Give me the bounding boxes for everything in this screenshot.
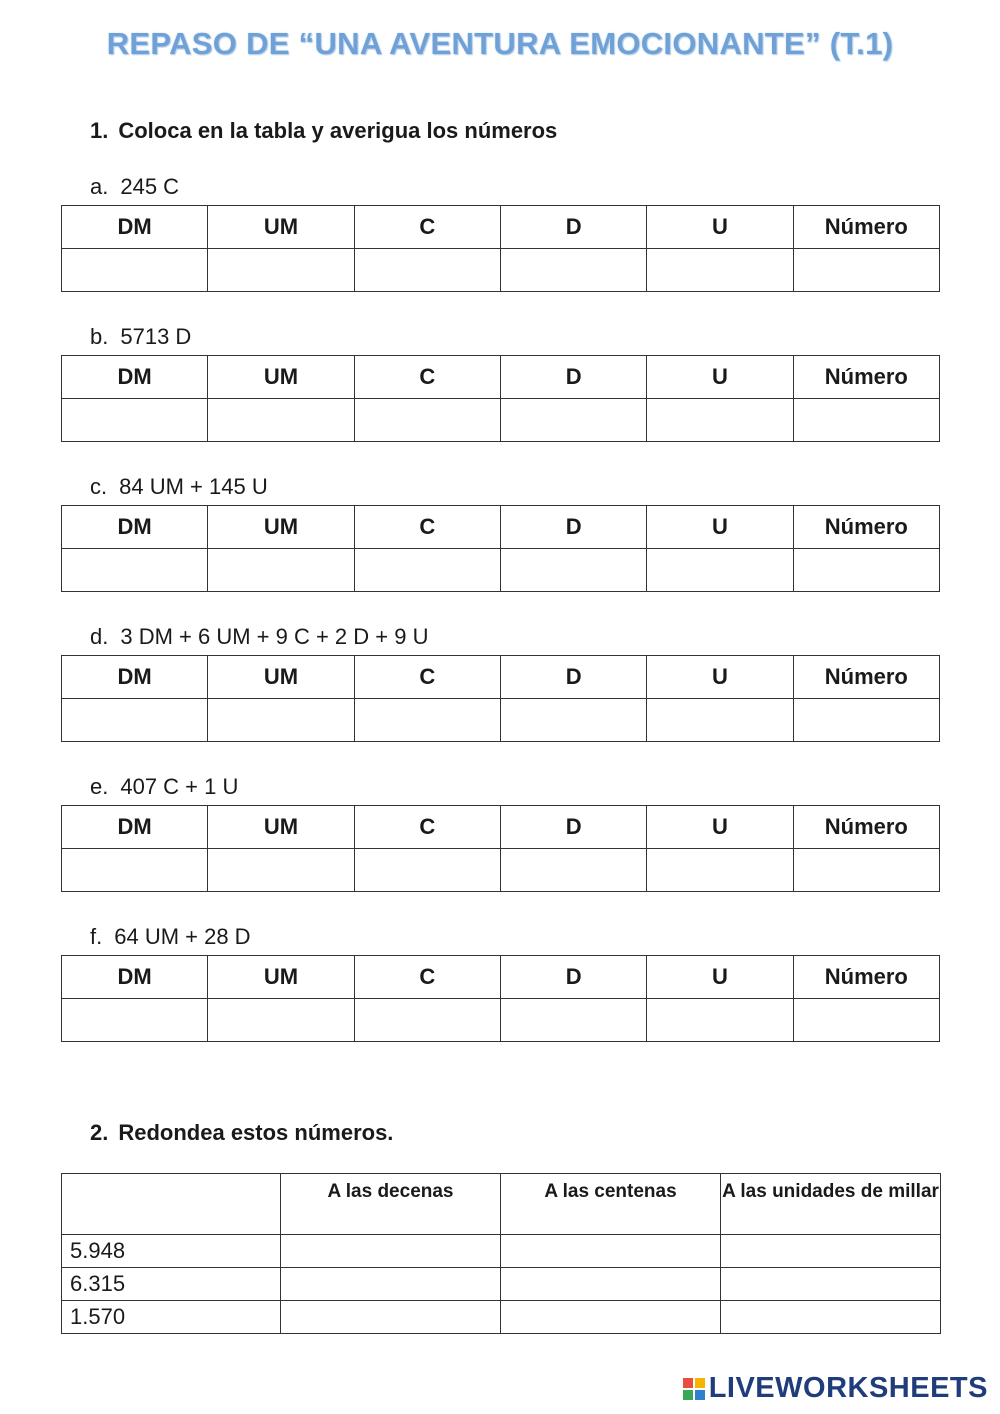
place-value-header: D [500,656,646,699]
answer-cell[interactable] [62,249,208,292]
answer-cell[interactable] [500,399,646,442]
place-value-header: C [354,506,500,549]
answer-cell[interactable] [500,999,646,1042]
answer-cell[interactable] [208,249,354,292]
answer-cell[interactable] [281,1268,501,1301]
answer-cell[interactable] [208,699,354,742]
answer-cell[interactable] [793,399,939,442]
exercise-text: 84 UM + 145 U [119,474,268,499]
place-value-header: DM [62,356,208,399]
table-row [62,999,940,1042]
place-value-header: UM [208,506,354,549]
place-value-header-row [62,506,940,549]
place-value-header-row [62,206,940,249]
answer-cell[interactable] [793,849,939,892]
place-value-header-row [62,656,940,699]
answer-cell[interactable] [721,1268,941,1301]
answer-cell[interactable] [647,699,793,742]
place-value-table [61,955,940,1042]
rounding-header-row [62,1174,941,1235]
table-row [62,399,940,442]
rounding-table [61,1173,941,1334]
place-value-header: D [500,506,646,549]
answer-cell[interactable] [500,549,646,592]
answer-cell[interactable] [208,849,354,892]
answer-cell[interactable] [62,849,208,892]
question-2 [90,1120,393,1146]
place-value-header: C [354,656,500,699]
answer-cell[interactable] [793,249,939,292]
answer-cell[interactable] [354,699,500,742]
exercise-letter: b. [90,324,109,349]
exercise-letter: c. [90,474,108,499]
exercise-label [90,624,428,650]
place-value-header: Número [793,206,939,249]
place-value-table [61,355,940,442]
place-value-header-row [62,356,940,399]
exercise-text: 64 UM + 28 D [114,924,251,949]
exercise-letter: a. [90,174,109,199]
answer-cell[interactable] [500,699,646,742]
exercise-letter: e. [90,774,109,799]
place-value-header: Número [793,956,939,999]
liveworksheets-logo-icon [683,1378,705,1400]
answer-cell[interactable] [647,399,793,442]
table-row [62,249,940,292]
place-value-header: U [647,806,793,849]
place-value-header: DM [62,956,208,999]
place-value-header: U [647,656,793,699]
place-value-header: UM [208,956,354,999]
rounding-header-thousands: A las unidades de millar [721,1174,941,1235]
place-value-header-row [62,956,940,999]
place-value-header: U [647,506,793,549]
answer-cell[interactable] [354,999,500,1042]
answer-cell[interactable] [647,549,793,592]
answer-cell[interactable] [354,849,500,892]
place-value-header: UM [208,656,354,699]
exercise-letter: f. [90,924,103,949]
place-value-header: Número [793,356,939,399]
answer-cell[interactable] [793,999,939,1042]
answer-cell[interactable] [501,1235,721,1268]
place-value-header: DM [62,656,208,699]
place-value-header: U [647,206,793,249]
answer-cell[interactable] [354,399,500,442]
answer-cell[interactable] [208,999,354,1042]
answer-cell[interactable] [501,1268,721,1301]
answer-cell[interactable] [647,249,793,292]
answer-cell[interactable] [354,549,500,592]
question-1-number: 1. [90,118,109,143]
place-value-header: C [354,956,500,999]
table-row [62,849,940,892]
rounding-number: 6.315 [62,1268,281,1301]
place-value-header: C [354,206,500,249]
table-row [62,549,940,592]
answer-cell[interactable] [281,1235,501,1268]
answer-cell[interactable] [500,249,646,292]
exercise-text: 5713 D [120,324,192,349]
worksheet-title: REPASO DE “UNA AVENTURA EMOCIONANTE” (T.1) [106,26,894,61]
place-value-header: Número [793,806,939,849]
place-value-header: DM [62,806,208,849]
place-value-header: UM [208,806,354,849]
answer-cell[interactable] [354,249,500,292]
place-value-header: D [500,806,646,849]
exercise-label [90,924,251,950]
answer-cell[interactable] [721,1301,941,1334]
place-value-header: U [647,356,793,399]
place-value-header: D [500,956,646,999]
place-value-header: Número [793,506,939,549]
question-2-number: 2. [90,1120,109,1145]
answer-cell[interactable] [62,699,208,742]
exercise-label [90,774,238,800]
answer-cell[interactable] [793,699,939,742]
table-row [62,1235,941,1268]
question-1-text: Coloca en la tabla y averigua los números [118,118,558,143]
answer-cell[interactable] [721,1235,941,1268]
exercise-text: 407 C + 1 U [120,774,239,799]
place-value-header: C [354,356,500,399]
exercise-text: 3 DM + 6 UM + 9 C + 2 D + 9 U [120,624,429,649]
answer-cell[interactable] [500,849,646,892]
rounding-number: 5.948 [62,1235,281,1268]
rounding-number: 1.570 [62,1301,281,1334]
answer-cell[interactable] [281,1301,501,1334]
place-value-header: DM [62,206,208,249]
place-value-header: D [500,356,646,399]
place-value-header-row [62,806,940,849]
exercise-label [90,324,191,350]
exercise-label [90,474,268,500]
place-value-header: UM [208,356,354,399]
place-value-header: UM [208,206,354,249]
place-value-table [61,805,940,892]
answer-cell[interactable] [62,549,208,592]
place-value-header: Número [793,656,939,699]
question-1 [90,118,557,144]
answer-cell[interactable] [647,849,793,892]
table-row [62,1268,941,1301]
table-row [62,699,940,742]
place-value-header: DM [62,506,208,549]
place-value-header: D [500,206,646,249]
answer-cell[interactable] [647,999,793,1042]
liveworksheets-logo-text: LIVEWORKSHEETS [708,1372,988,1404]
answer-cell[interactable] [501,1301,721,1334]
exercise-letter: d. [90,624,109,649]
liveworksheets-logo [683,1372,988,1405]
place-value-header: U [647,956,793,999]
answer-cell[interactable] [208,549,354,592]
answer-cell[interactable] [62,399,208,442]
rounding-header-tens: A las decenas [281,1174,501,1235]
exercise-text: 245 C [120,174,180,199]
place-value-table [61,655,940,742]
exercise-label [90,174,179,200]
place-value-table [61,205,940,292]
answer-cell[interactable] [208,399,354,442]
answer-cell[interactable] [62,999,208,1042]
table-row [62,1301,941,1334]
answer-cell[interactable] [793,549,939,592]
rounding-header-empty [62,1174,281,1235]
place-value-table [61,505,940,592]
question-2-text: Redondea estos números. [118,1120,394,1145]
place-value-header: C [354,806,500,849]
rounding-header-hundreds: A las centenas [501,1174,721,1235]
